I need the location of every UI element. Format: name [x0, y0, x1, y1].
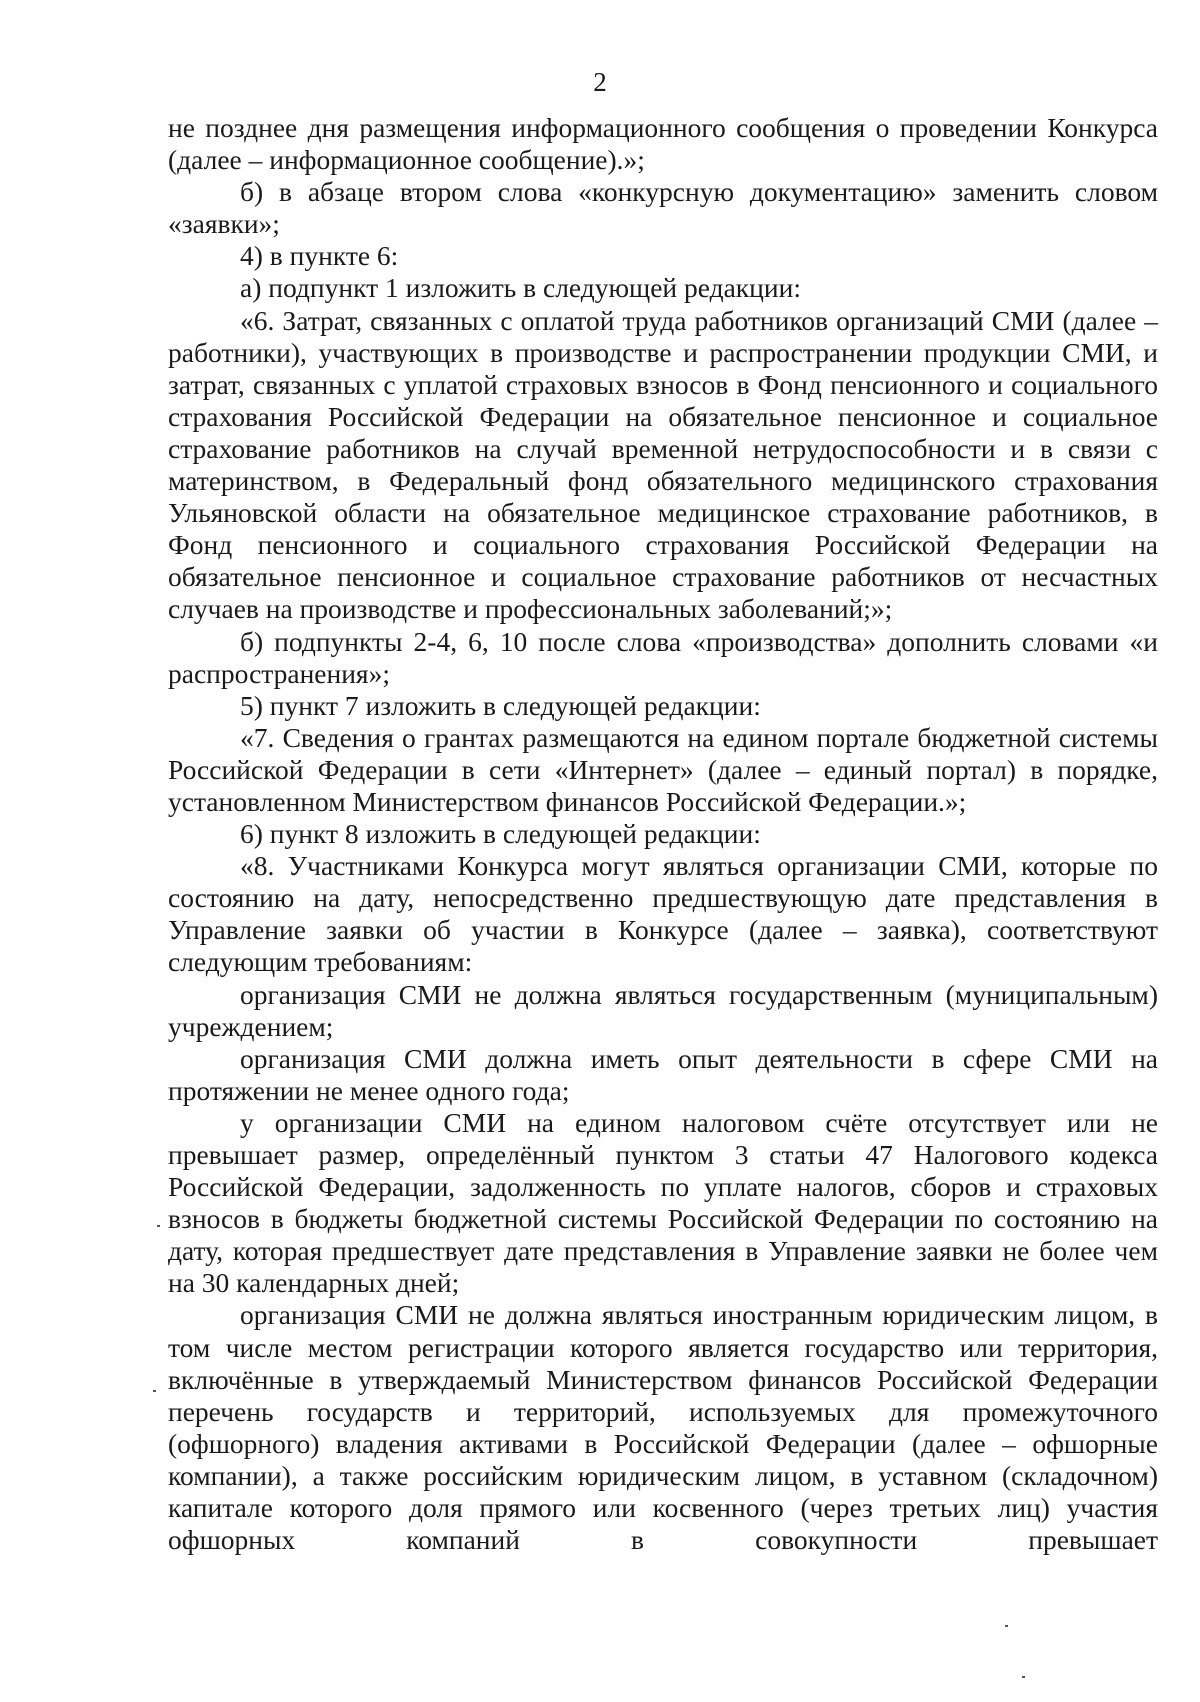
- scan-speck: [1005, 1625, 1008, 1627]
- paragraph: организация СМИ должна иметь опыт деятельности в сфере СМИ на протяжении не менее одного года;: [168, 1042, 1158, 1106]
- paragraph: б) подпункты 2-4, 6, 10 после слова «производства» дополнить словами «и распространения»;: [168, 625, 1158, 689]
- paragraph: организация СМИ не должна являться иностранным юридическим лицом, в том числе местом регистрации которого является государство или территория, включённые в утверждаемый Министерством финансов Российской Федерации перечень государств и территорий, используемых для промежуточного (офшорного) владения активами в Российской Федерации (далее – офшорные компании), а также российским юридическим лицом, в уставном (складочном) капитале которого доля прямого или косвенного (через третьих лиц) участия офшорных компаний в совокупности превышает: [168, 1299, 1158, 1556]
- document-body: [168, 112, 1158, 1556]
- scan-speck: [157, 1225, 160, 1227]
- paragraph: «7. Сведения о грантах размещаются на едином портале бюджетной системы Российской Федерации в сети «Интернет» (далее – единый портал) в порядке, установленном Министерством финансов Российской Федерации.»;: [168, 721, 1158, 817]
- paragraph: а) подпункт 1 изложить в следующей редакции:: [240, 272, 801, 304]
- scan-speck: [1022, 1676, 1025, 1678]
- paragraph: 5) пункт 7 изложить в следующей редакции:: [240, 689, 761, 721]
- page-number: 2: [593, 67, 607, 97]
- paragraph: 6) пункт 8 изложить в следующей редакции:: [240, 818, 761, 850]
- paragraph: не позднее дня размещения информационного сообщения о проведении Конкурса (далее – информационное сообщение).»;: [168, 112, 1158, 176]
- paragraph: б) в абзаце втором слова «конкурсную документацию» заменить словом «заявки»;: [168, 176, 1158, 240]
- paragraph: 4) в пункте 6:: [240, 240, 399, 272]
- paragraph: организация СМИ не должна являться государственным (муниципальным) учреждением;: [168, 978, 1158, 1042]
- paragraph: у организации СМИ на едином налоговом счёте отсутствует или не превышает размер, определённый пунктом 3 статьи 47 Налогового кодекса Российской Федерации, задолженность по уплате налогов, сборов и страховых взносов в бюджеты бюджетной системы Российской Федерации по состоянию на дату, которая предшествует дате представления в Управление заявки не более чем на 30 календарных дней;: [168, 1106, 1158, 1299]
- scan-speck: [153, 1390, 156, 1392]
- paragraph: «6. Затрат, связанных с оплатой труда работников организаций СМИ (далее – работники), участвующих в производстве и распространении продукции СМИ, и затрат, связанных с уплатой страховых взносов в Фонд пенсионного и социального страхования Российской Федерации на обязательное пенсионное и социальное страхование работников на случай временной нетрудоспособности и в связи с материнством, в Федеральный фонд обязательного медицинского страхования Ульяновской области на обязательное медицинское страхование работников, в Фонд пенсионного и социального страхования Российской Федерации на обязательное пенсионное и социальное страхование работников от несчастных случаев на производстве и профессиональных заболеваний;»;: [168, 304, 1158, 625]
- paragraph: «8. Участниками Конкурса могут являться организации СМИ, которые по состоянию на дату, непосредственно предшествующую дате представления в Управление заявки об участии в Конкурсе (далее – заявка), соответствуют следующим требованиям:: [168, 850, 1158, 978]
